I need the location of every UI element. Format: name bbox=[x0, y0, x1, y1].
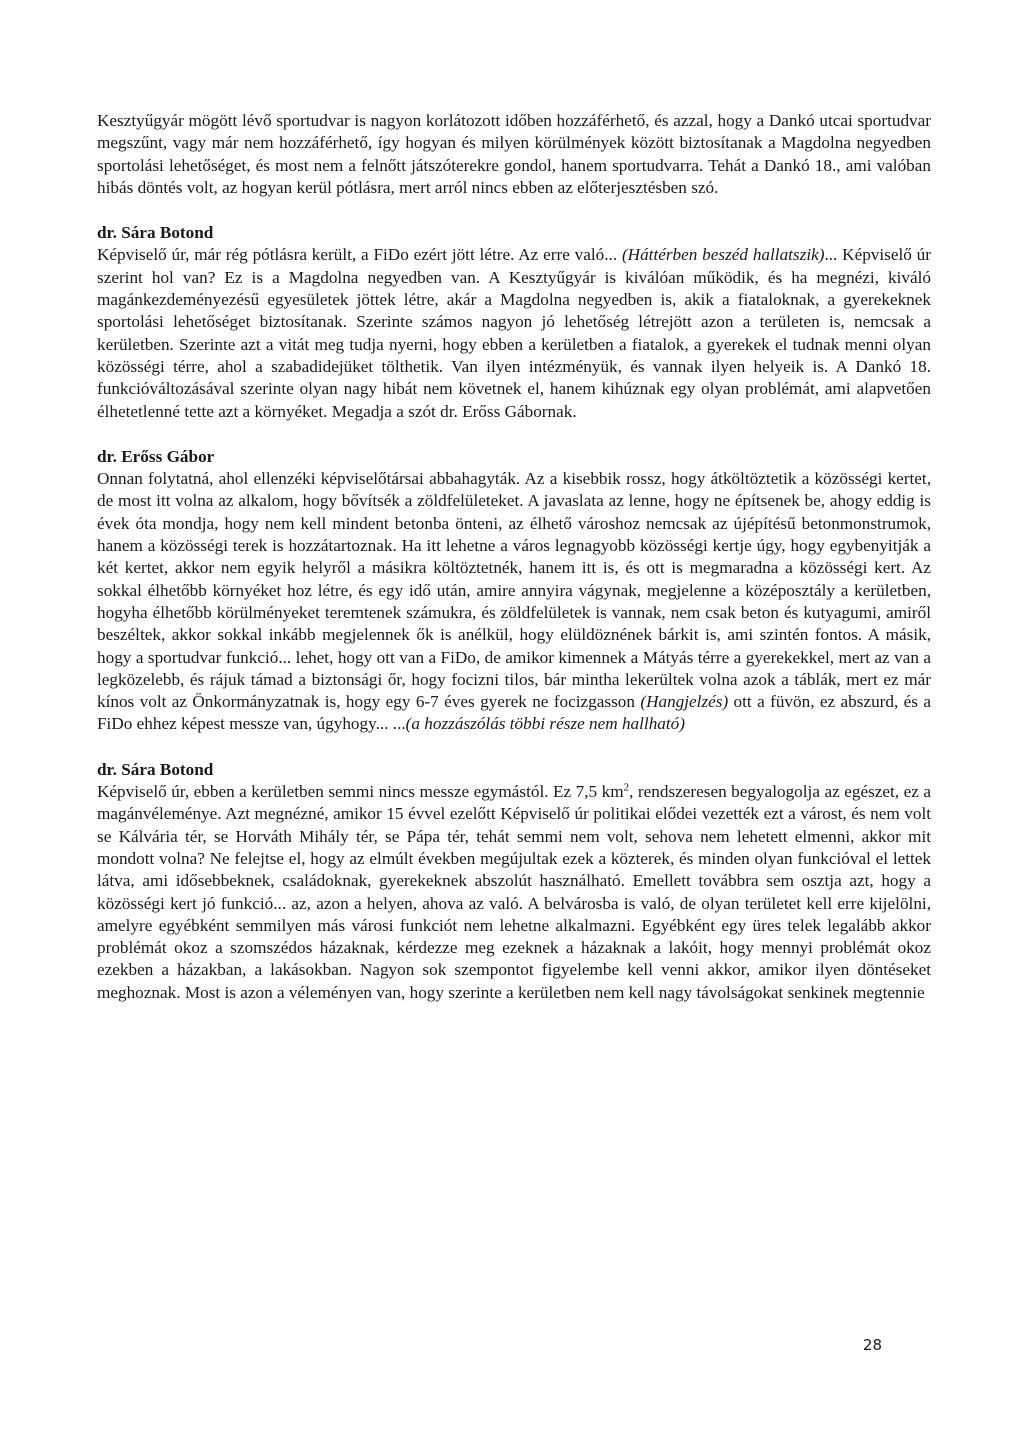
document-page bbox=[97, 110, 931, 1004]
page-number: 28 bbox=[862, 1336, 882, 1354]
stage-note: (Hangjelzés) bbox=[640, 692, 729, 712]
speaker-name: dr. Sára Botond bbox=[97, 759, 214, 779]
speech-text: Onnan folytatná, ahol ellenzéki képviselőtársai abbahagyták. Az a kisebbik rossz, hogy átköltöztetik a közösségi kertet, de most itt volna az alkalom, hogy bővítsék a zöldfelületeket. A javaslata az lenne, hogy ne építsenek be, ahogy eddig is évek óta mondja, hogy nem kell mindent betonba önteni, az élhető városhoz nemcsak az újépítésű betonmonstrumok, hanem a közösségi terek is hozzátartoznak. Ha itt lehetne a város legnagyobb közösségi kertje úgy, hogy egybenyitják a két kertet, akkor nem egyik helyről a másikra költöztetnék, hanem itt is, és ott is megmaradna a közösségi kert. Az sokkal élhetőbb környéket hoz létre, és egy idő után, amire annyira vágynak, megjelenne a középosztály a kerületben, hogyha élhetőbb körülményeket teremtenek számukra, és zöldfelületek is vannak, nem csak beton és kutyagumi, amiről beszéltek, akkor sokkal inkább megjelennek ők is anélkül, hogy elüldöznének bárkit is, ami szintén fontos. A másik, hogy a sportudvar funkció... lehet, hogy ott van a FiDo, de amikor kimennek a Mátyás térre a gyerekekkel, mert az van a legközelebb, és rájuk támad a biztonsági őr, hogy focizni tilos, bár mintha lekerültek volna azok a táblák, mert ez már kínos volt az Önkormányzatnak is, hogy egy 6-7 éves gyerek ne focizgasson bbox=[97, 469, 931, 712]
speech-text: ... Képviselő úr szerint hol van? Ez is a Magdolna negyedben van. A Kesztyűgyár is kiválóan működik, és ha megnézi, kiváló magánkezdeményezésű egyesületek jöttek létre, akár a Magdolna negyedben is, akik a fiataloknak, a gyerekeknek sportolási lehetőséget biztosítanak. Szerinte számos nagyon jó lehetőség létrejött azon a területen is, nemcsak a kerületben. Szerinte azt a vitát meg tudja nyerni, hogy ebben a kerületben a fiatalok, a gyerekek el tudnak menni olyan közösségi térre, ahol a szabadidejüket tölthetik. Van ilyen intézményük, és vannak ilyen helyeik is. A Dankó 18. funkcióváltozásával szerinte olyan nagy hibát nem követnek el, hanem kihúznak egy olyan problémát, ami alapvetően élhetetlenné tette azt a környéket. Megadja a szót dr. Erőss Gábornak. bbox=[97, 245, 931, 421]
speech-text: Képviselő úr, már rég pótlásra került, a FiDo ezért jött létre. Az erre való... bbox=[97, 245, 622, 265]
speech-paragraph bbox=[97, 781, 931, 1004]
speech-text: , rendszeresen begyalogolja az egészet, ez a magánvéleménye. Azt megnézné, amikor 15 évvel ezelőtt Képviselő úr politikai elődei vezették ezt a várost, és nem volt se Kálvária tér, se Horváth Mihály tér, se Pápa tér, tehát semmi nem volt, sehova nem lehetett elmenni, akkor mit mondott volna? Ne felejtse el, hogy az elmúlt években megújultak ezek a közterek, és minden olyan funkcióval el lettek látva, ami idősebbeknek, családoknak, gyerekeknek abszolút használható. Emellett továbbra sem osztja azt, hogy a közösségi kert jó funkció... az, azon a helyen, ahova az való. A belvárosba is való, de olyan területet kell erre kijelölni, amelyre egyébként semmilyen más városi funkciót nem lehetne alkalmazni. Egyébként egy üres telek legalább akkor problémát okoz a szomszédos házaknak, kérdezze meg ezeknek a házaknak a lakóit, hogy mennyi problémát okoz ezekben a házakban, a lakásokban. Nagyon sok szempontot figyelembe kell venni akkor, amikor ilyen döntéseket meghoznak. Most is azon a véleményen van, hogy szerinte a kerületben nem kell nagy távolságokat senkinek megtennie bbox=[97, 782, 931, 1002]
stage-note: (a hozzászólás többi része nem hallható) bbox=[405, 714, 685, 734]
intro-paragraph: Kesztyűgyár mögött lévő sportudvar is nagyon korlátozott időben hozzáférhető, és azzal, hogy a Dankó utcai sportudvar megszűnt, vagy már nem hozzáférhető, így hogyan és milyen körülmények között biztosítanak a Magdolna negyedben sportolási lehetőséget, és most nem a felnőtt játszóterekre gondol, hanem sportudvarra. Tehát a Dankó 18., ami valóban hibás döntés volt, az hogyan kerül pótlásra, mert arról nincs ebben az előterjesztésben szó. bbox=[97, 111, 931, 197]
speech-paragraph bbox=[97, 468, 931, 736]
speech-paragraph bbox=[97, 244, 931, 422]
speaker-name: dr. Erőss Gábor bbox=[97, 446, 215, 466]
stage-note: (Háttérben beszéd hallatszik) bbox=[621, 245, 825, 265]
speaker-name: dr. Sára Botond bbox=[97, 223, 214, 243]
speech-text: Képviselő úr, ebben a kerületben semmi nincs messze egymástól. Ez 7,5 km bbox=[97, 782, 624, 802]
superscript: 2 bbox=[623, 781, 630, 794]
speech-text: ott a füvön, ez abszurd, és a FiDo ehhez képest messze van, úgyhogy... ... bbox=[97, 692, 931, 734]
speech-block-2 bbox=[97, 446, 931, 736]
speech-block-1 bbox=[97, 222, 931, 423]
speech-block-3 bbox=[97, 759, 931, 1004]
